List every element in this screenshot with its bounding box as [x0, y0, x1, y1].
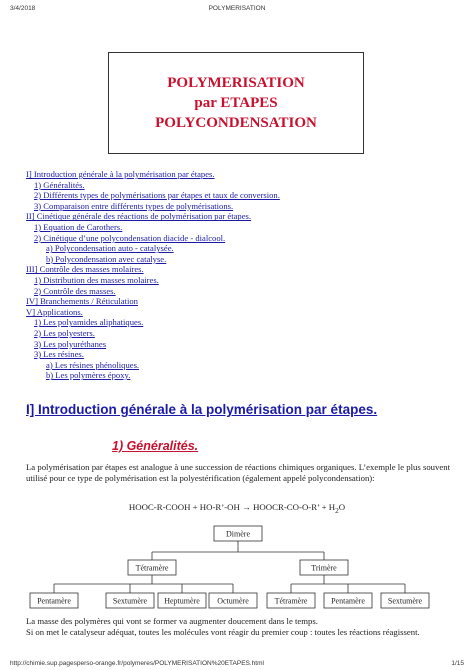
equation-subscript: 2	[335, 505, 339, 515]
toc-link[interactable]: V] Applications.	[26, 306, 83, 317]
toc-link[interactable]: 1) Généralités.	[34, 179, 85, 190]
toc-link[interactable]: IV] Branchements / Réticulation	[26, 296, 138, 307]
node-sextumere: Sextumère	[387, 596, 423, 606]
toc-link[interactable]: 1) Equation de Carothers.	[34, 221, 123, 232]
equation-products: HOOCR-CO-O-R’ + H	[253, 502, 336, 512]
node-sextumere: Sextumère	[112, 596, 148, 606]
toc-link[interactable]: II] Cinétique générale des réactions de polymérisation par étapes.	[26, 211, 252, 222]
equation-reactants: HOOC-R-COOH + HO-R’-OH	[128, 502, 240, 512]
node-heptumere: Heptumère	[164, 596, 200, 606]
reaction-equation	[0, 502, 474, 515]
node-octumere: Octumère	[217, 596, 249, 606]
toc-link[interactable]: b) Polycondensation avec catalyse.	[46, 253, 167, 264]
toc-link[interactable]: a) Polycondensation auto - catalysée.	[46, 243, 174, 254]
toc-link[interactable]: 2) Les polyesters.	[34, 327, 95, 338]
node-pentamere: Pentamère	[37, 596, 71, 606]
toc-link[interactable]: 3) Les polyuréthanes	[34, 338, 107, 349]
toc-link[interactable]: I] Introduction générale à la polymérisation par étapes.	[26, 169, 215, 179]
node-tetramere: Tétramère	[274, 596, 308, 606]
toc-link[interactable]: 1) Les polyamides aliphatiques.	[34, 317, 144, 328]
table-of-contents	[26, 169, 456, 381]
title-box	[108, 52, 364, 154]
mass-paragraph: La masse des polymères qui vont se former va augmenter doucement dans le temps.	[26, 616, 318, 626]
node-dimere: Dimère	[226, 529, 250, 539]
toc-link[interactable]: III] Contrôle des masses molaires.	[26, 264, 144, 275]
polymer-tree-diagram	[0, 522, 474, 614]
subsection-heading: 1) Généralités.	[112, 439, 199, 453]
toc-link[interactable]: a) Les résines phénoliques.	[46, 359, 140, 370]
toc-link[interactable]: b) Les polymères époxy.	[46, 370, 131, 381]
toc-link[interactable]: 2) Contrôle des masses.	[34, 285, 116, 296]
intro-paragraph: La polymérisation par étapes est analogue à une succession de réactions chimiques organiques. L’exemple le plus souvent utilisé pour ce type de polymérisation est la polyestérification (également appelé polycondensation):	[26, 462, 450, 484]
section-heading: I] Introduction générale à la polymérisation par étapes.	[26, 402, 378, 417]
reaction-arrow-icon: →	[242, 502, 251, 512]
toc-link[interactable]: 1) Distribution des masses molaires.	[34, 274, 159, 285]
footer-url: http://chimie.sup.pagesperso-orange.fr/polymeres/POLYMERISATION%20ETAPES.html	[10, 660, 264, 667]
toc-link[interactable]: 2) Cinétique d’une polycondensation diacide - dialcool.	[34, 232, 226, 243]
title-line-1: POLYMERISATION	[167, 75, 305, 91]
toc-link[interactable]: 3) Les résines.	[34, 349, 84, 360]
equation-end: O	[338, 502, 346, 512]
print-title: POLYMERISATION	[208, 5, 266, 12]
node-pentamere: Pentamère	[331, 596, 365, 606]
title-line-2: par ETAPES	[194, 95, 278, 111]
print-date: 3/4/2018	[10, 5, 36, 12]
toc-link[interactable]: 3) Comparaison entre différents types de polymérisations.	[34, 200, 234, 211]
page-number: 1/15	[451, 660, 464, 667]
node-trimere: Trimère	[311, 563, 337, 573]
title-line-3: POLYCONDENSATION	[155, 115, 317, 131]
node-tetramere: Tétramère	[135, 563, 169, 573]
catalyst-paragraph: Si on met le catalyseur adéquat, toutes les molécules vont réagir du premier coup : toutes les réactions réagissent.	[26, 627, 420, 637]
toc-link[interactable]: 2) Différents types de polymérisations par étapes et taux de conversion.	[34, 190, 280, 201]
